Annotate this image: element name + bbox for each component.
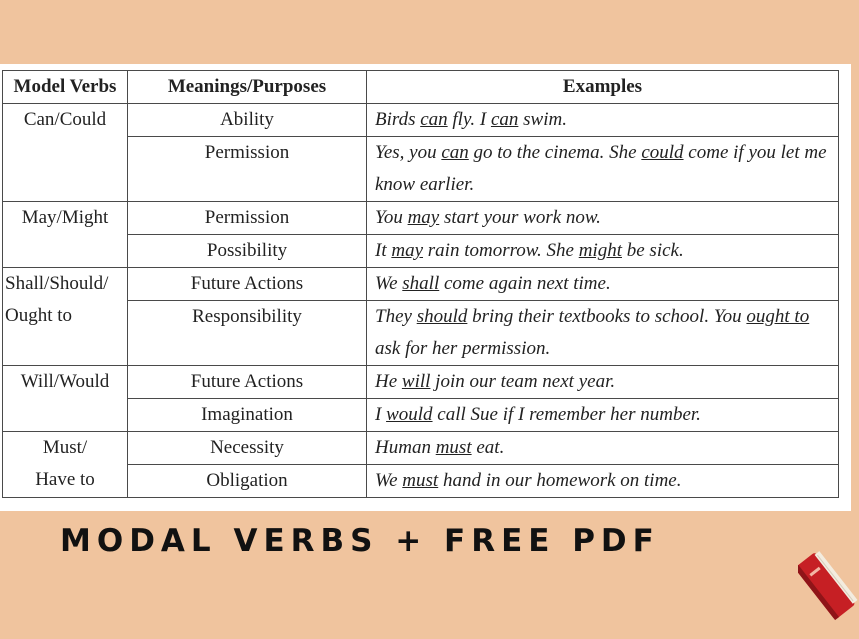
- modal-verb-cell: [3, 104, 128, 202]
- example-text: You: [375, 207, 408, 228]
- modal-verb-line: Must/: [42, 437, 88, 458]
- example-text: rain tomorrow. She: [423, 240, 579, 261]
- example-text: I: [375, 404, 387, 425]
- table-header-row: [3, 71, 839, 104]
- example-cell: [367, 268, 839, 301]
- modal-verb-highlight: may: [407, 207, 440, 228]
- example-text: We: [375, 470, 403, 491]
- example-text: be sick.: [622, 240, 684, 261]
- example-text: start your work now.: [439, 207, 601, 228]
- example-cell: [367, 137, 839, 202]
- modal-verbs-table: [2, 70, 839, 498]
- meaning-cell: Obligation: [128, 465, 367, 498]
- modal-verb-highlight: will: [401, 371, 431, 392]
- modal-verb-cell: [3, 268, 128, 366]
- example-text: come if you let me know earlier.: [375, 142, 827, 195]
- table-row: [3, 301, 839, 366]
- example-text: ask for her permission.: [375, 338, 551, 359]
- modal-verb-line: Can/Could: [23, 109, 107, 130]
- example-cell: [367, 399, 839, 432]
- example-text: hand in our homework on time.: [438, 470, 682, 491]
- example-text: call Sue if I remember her number.: [432, 404, 701, 425]
- meaning-cell: Permission: [128, 202, 367, 235]
- example-text: We: [375, 273, 403, 294]
- example-text: eat.: [471, 437, 505, 458]
- modal-verb-cell: [3, 202, 128, 268]
- example-text: He: [375, 371, 402, 392]
- meaning-cell: Permission: [128, 137, 367, 202]
- modal-verb-highlight: might: [578, 240, 622, 261]
- modal-verb-line: Ought to: [5, 305, 73, 326]
- example-text: go to the cinema. She: [468, 142, 642, 163]
- table-row: [3, 137, 839, 202]
- book-icon: [798, 545, 859, 625]
- table-row: [3, 202, 839, 235]
- example-text: fly. I: [447, 109, 491, 130]
- meaning-cell: Imagination: [128, 399, 367, 432]
- meaning-cell: Necessity: [128, 432, 367, 465]
- example-text: Human: [375, 437, 436, 458]
- modal-verb-highlight: ought to: [746, 306, 810, 327]
- example-text: It: [375, 240, 392, 261]
- table-row: [3, 399, 839, 432]
- modal-verb-highlight: should: [416, 306, 468, 327]
- example-text: Yes, you: [375, 142, 442, 163]
- meaning-cell: Possibility: [128, 235, 367, 268]
- modal-verb-highlight: can: [490, 109, 519, 130]
- table-row: [3, 268, 839, 301]
- modal-verb-cell: [3, 432, 128, 498]
- example-text: They: [375, 306, 417, 327]
- example-text: swim.: [518, 109, 567, 130]
- meaning-cell: Future Actions: [128, 268, 367, 301]
- modal-verb-highlight: would: [386, 404, 433, 425]
- modal-verb-highlight: shall: [402, 273, 440, 294]
- meaning-cell: Future Actions: [128, 366, 367, 399]
- example-text: Birds: [375, 109, 421, 130]
- example-cell: [367, 301, 839, 366]
- table-row: [3, 104, 839, 137]
- modal-verb-highlight: must: [435, 437, 472, 458]
- example-text: come again next time.: [439, 273, 611, 294]
- example-cell: [367, 104, 839, 137]
- header-examples: Examples: [367, 71, 839, 104]
- example-cell: [367, 432, 839, 465]
- table-row: [3, 465, 839, 498]
- modal-verb-cell: [3, 366, 128, 432]
- example-cell: [367, 235, 839, 268]
- example-cell: [367, 202, 839, 235]
- page-caption: MODAL VERBS + FREE PDF: [60, 523, 660, 559]
- header-meanings: Meanings/Purposes: [128, 71, 367, 104]
- modal-verb-highlight: may: [391, 240, 424, 261]
- modal-verb-line: Will/Would: [20, 371, 110, 392]
- modal-verb-line: Shall/Should/: [5, 273, 109, 294]
- header-model-verbs: Model Verbs: [3, 71, 128, 104]
- modal-verb-highlight: must: [402, 470, 439, 491]
- meaning-cell: Ability: [128, 104, 367, 137]
- example-text: bring their textbooks to school. You: [467, 306, 747, 327]
- example-cell: [367, 465, 839, 498]
- modal-verb-line: May/Might: [21, 207, 109, 228]
- table-row: [3, 432, 839, 465]
- modal-verbs-sheet: [0, 64, 851, 511]
- meaning-cell: Responsibility: [128, 301, 367, 366]
- table-row: [3, 366, 839, 399]
- modal-verb-line: Have to: [35, 469, 95, 490]
- modal-verb-highlight: could: [641, 142, 684, 163]
- example-cell: [367, 366, 839, 399]
- table-row: [3, 235, 839, 268]
- modal-verb-highlight: can: [441, 142, 469, 163]
- example-text: join our team next year.: [430, 371, 616, 392]
- modal-verb-highlight: can: [420, 109, 448, 130]
